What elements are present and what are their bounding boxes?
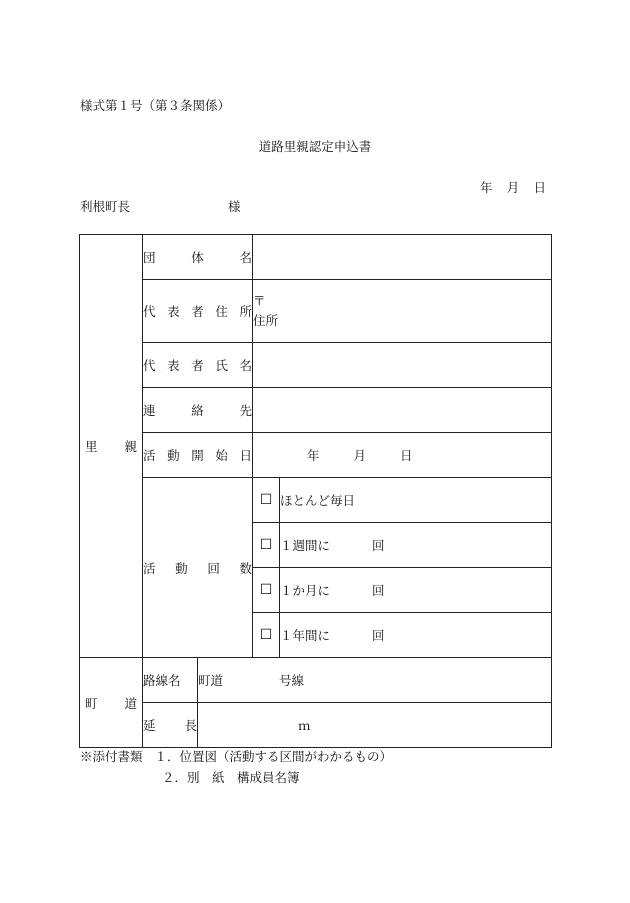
option-text: ほとんど毎日 [280,493,356,508]
label-char: 動 [167,448,180,463]
frequency-checkbox-daily[interactable]: ☐ [253,478,280,523]
row-route-name [80,658,552,703]
label-char: 者 [191,304,204,319]
label-char: 日 [239,448,253,463]
road-label-char: 町 [85,695,98,711]
label-char: 絡 [191,403,204,418]
label-text: 路線名 [143,673,181,688]
label-char: 団 [143,250,156,265]
start-year-label: 年 [307,448,320,463]
frequency-label [143,478,253,658]
road-label-char: 道 [124,695,137,711]
application-form-table [79,234,552,748]
label-char: 所 [239,304,253,319]
route-name-label [143,658,198,703]
frequency-option-weekly[interactable] [280,523,552,568]
addressee-name: 利根町長 [80,199,131,214]
row-contact [80,388,552,433]
satooya-label-char: 親 [124,439,137,454]
row-start-date [80,433,552,478]
frequency-checkbox-weekly[interactable]: ☐ [253,523,280,568]
addressee-honorific: 様 [228,199,241,214]
frequency-option-daily [280,478,552,523]
option-unit: 回 [372,583,385,598]
label-char: 動 [175,560,188,576]
date-year-label: 年 [480,180,493,195]
rep-name-field[interactable] [253,343,552,388]
route-suffix: 号線 [279,673,305,688]
row-length [80,703,552,748]
label-char: 開 [191,448,204,463]
label-char: 住 [215,304,228,319]
satooya-label-char: 里 [85,439,98,454]
rep-name-label [143,343,253,388]
label-char: 表 [167,358,180,373]
label-char: 先 [239,403,253,418]
label-char: 体 [191,250,204,265]
label-char: 始 [215,448,228,463]
contact-field[interactable] [253,388,552,433]
start-date-field[interactable] [253,433,552,478]
label-char: 名 [239,358,253,373]
group-name-label [143,235,253,280]
frequency-checkbox-monthly[interactable]: ☐ [253,568,280,613]
label-char: 連 [143,403,156,418]
row-rep-name [80,343,552,388]
contact-label [143,388,253,433]
length-unit: ｍ [298,718,311,733]
group-name-field[interactable] [253,235,552,280]
label-char: 表 [167,304,180,319]
route-prefix: 町道 [198,673,224,688]
label-char: 数 [239,560,252,576]
postal-mark: 〒 [253,293,266,308]
row-group-name [80,235,552,280]
frequency-option-yearly[interactable] [280,613,552,658]
address-sub-label: 住所 [253,313,279,328]
label-char: 活 [143,448,156,463]
rep-address-label [143,280,253,343]
label-char: 長 [184,718,197,733]
label-char: 氏 [215,358,228,373]
route-name-field[interactable] [198,658,552,703]
label-char: 名 [239,250,253,265]
label-char: 延 [143,718,156,733]
option-unit: 回 [372,628,385,643]
date-day-label: 日 [533,180,546,195]
attachment-item: ２．別 紙 構成員名簿 [162,770,300,785]
length-label [143,703,198,748]
length-field[interactable] [198,703,552,748]
attachments-note [80,746,392,788]
application-date [480,178,546,196]
option-unit: 回 [372,538,385,553]
form-number: 様式第１号（第３条関係） [80,98,231,113]
start-date-label [143,433,253,478]
option-text: １か月に [280,583,331,598]
attachment-item: １．位置図（活動する区間がわかるもの） [154,749,393,764]
row-rep-address [80,280,552,343]
option-text: １週間に [280,538,331,553]
label-char: 者 [191,358,204,373]
frequency-option-monthly[interactable] [280,568,552,613]
label-char: 回 [207,560,220,576]
road-section-label [80,658,143,748]
start-day-label: 日 [400,448,413,463]
rep-address-field[interactable] [253,280,552,343]
row-frequency-option [80,478,552,523]
date-month-label: 月 [506,180,520,195]
option-text: １年間に [280,628,331,643]
label-char: 活 [143,560,156,576]
satooya-section-label [80,235,143,658]
start-month-label: 月 [353,448,367,463]
attachments-heading: ※添付書類 [80,749,143,764]
label-char: 代 [143,358,156,373]
frequency-checkbox-yearly[interactable]: ☐ [253,613,280,658]
document-title: 道路里親認定申込書 [258,139,372,154]
label-char: 代 [143,304,156,319]
